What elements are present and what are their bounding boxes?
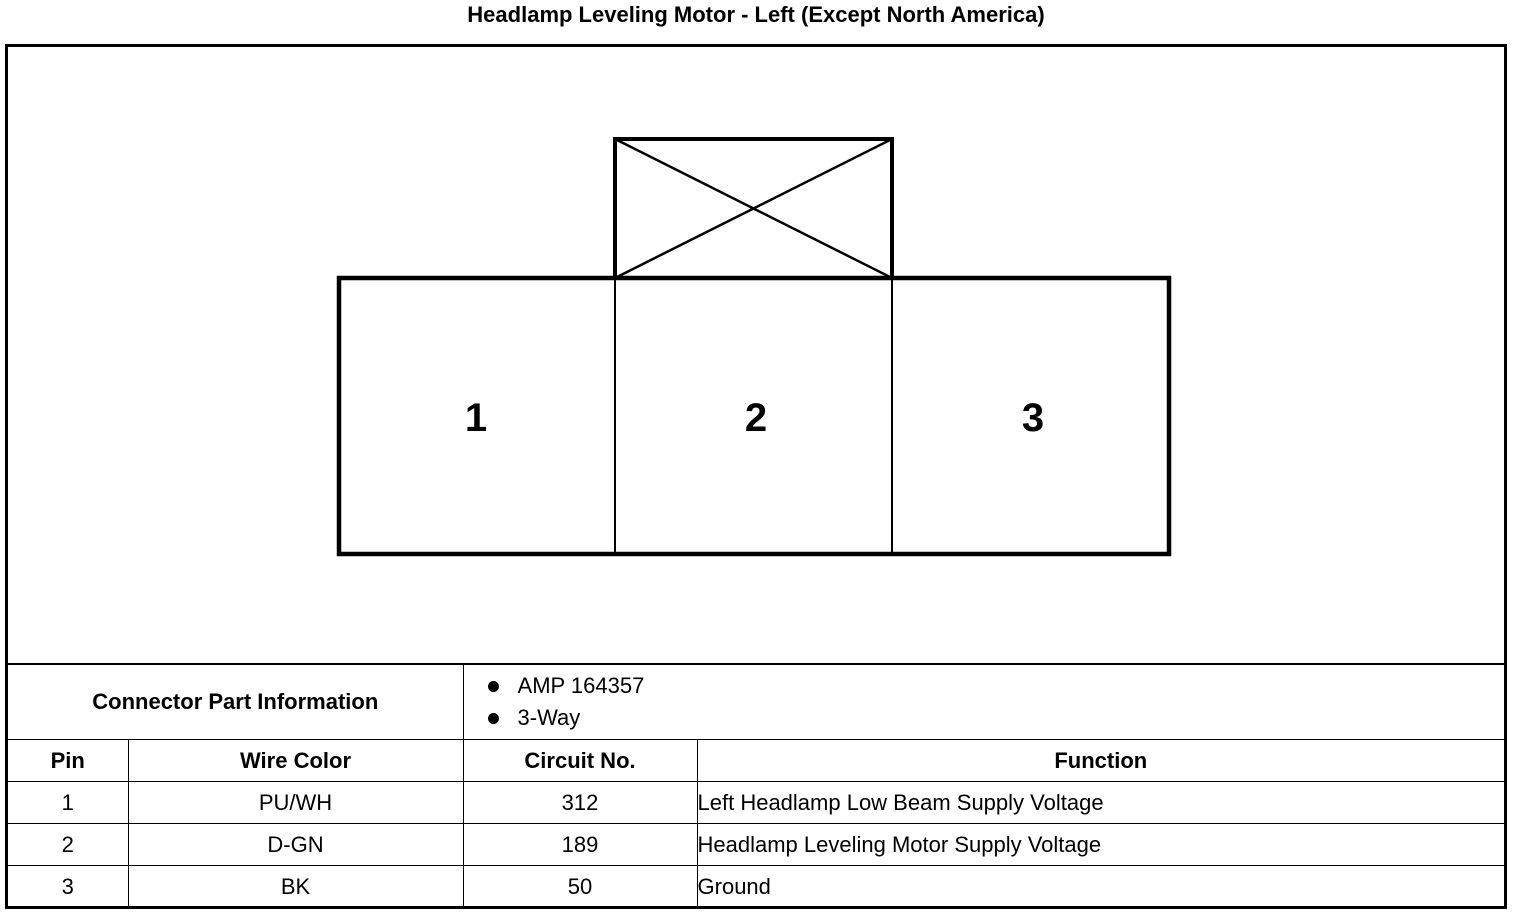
page-title: Headlamp Leveling Motor - Left (Except North America): [467, 2, 1045, 27]
cell-wire-color: BK: [128, 866, 463, 908]
pin-label-3: 3: [1021, 396, 1045, 440]
table-row: [8, 782, 1504, 824]
pin-label-2: 2: [744, 396, 768, 440]
part-info-item: 3-Way: [486, 702, 1505, 734]
connector-diagram: [8, 47, 1504, 663]
table-row: [8, 866, 1504, 908]
part-info-label: Connector Part Information: [8, 664, 463, 740]
cell-circuit: 50: [463, 866, 697, 908]
header-circuit-no: Circuit No.: [463, 740, 697, 782]
keyway-x-box-icon: [615, 139, 892, 278]
connector-table: [8, 663, 1504, 907]
part-info-list: [463, 664, 1504, 740]
table-header-row: [8, 740, 1504, 782]
cell-function: Left Headlamp Low Beam Supply Voltage: [697, 782, 1504, 824]
pin-label-1: 1: [464, 396, 488, 440]
cell-circuit: 312: [463, 782, 697, 824]
header-function: Function: [697, 740, 1504, 782]
cell-circuit: 189: [463, 824, 697, 866]
cell-pin: 2: [8, 824, 128, 866]
part-info-item: AMP 164357: [486, 670, 1505, 702]
cell-wire-color: D-GN: [128, 824, 463, 866]
cell-function: Ground: [697, 866, 1504, 908]
cell-wire-color: PU/WH: [128, 782, 463, 824]
header-pin: Pin: [8, 740, 128, 782]
table-row: [8, 824, 1504, 866]
cell-function: Headlamp Leveling Motor Supply Voltage: [697, 824, 1504, 866]
part-info-row: [8, 664, 1504, 740]
cell-pin: 1: [8, 782, 128, 824]
connector-face: [8, 47, 1504, 663]
cell-pin: 3: [8, 866, 128, 908]
header-wire-color: Wire Color: [128, 740, 463, 782]
connector-frame: [5, 44, 1507, 909]
